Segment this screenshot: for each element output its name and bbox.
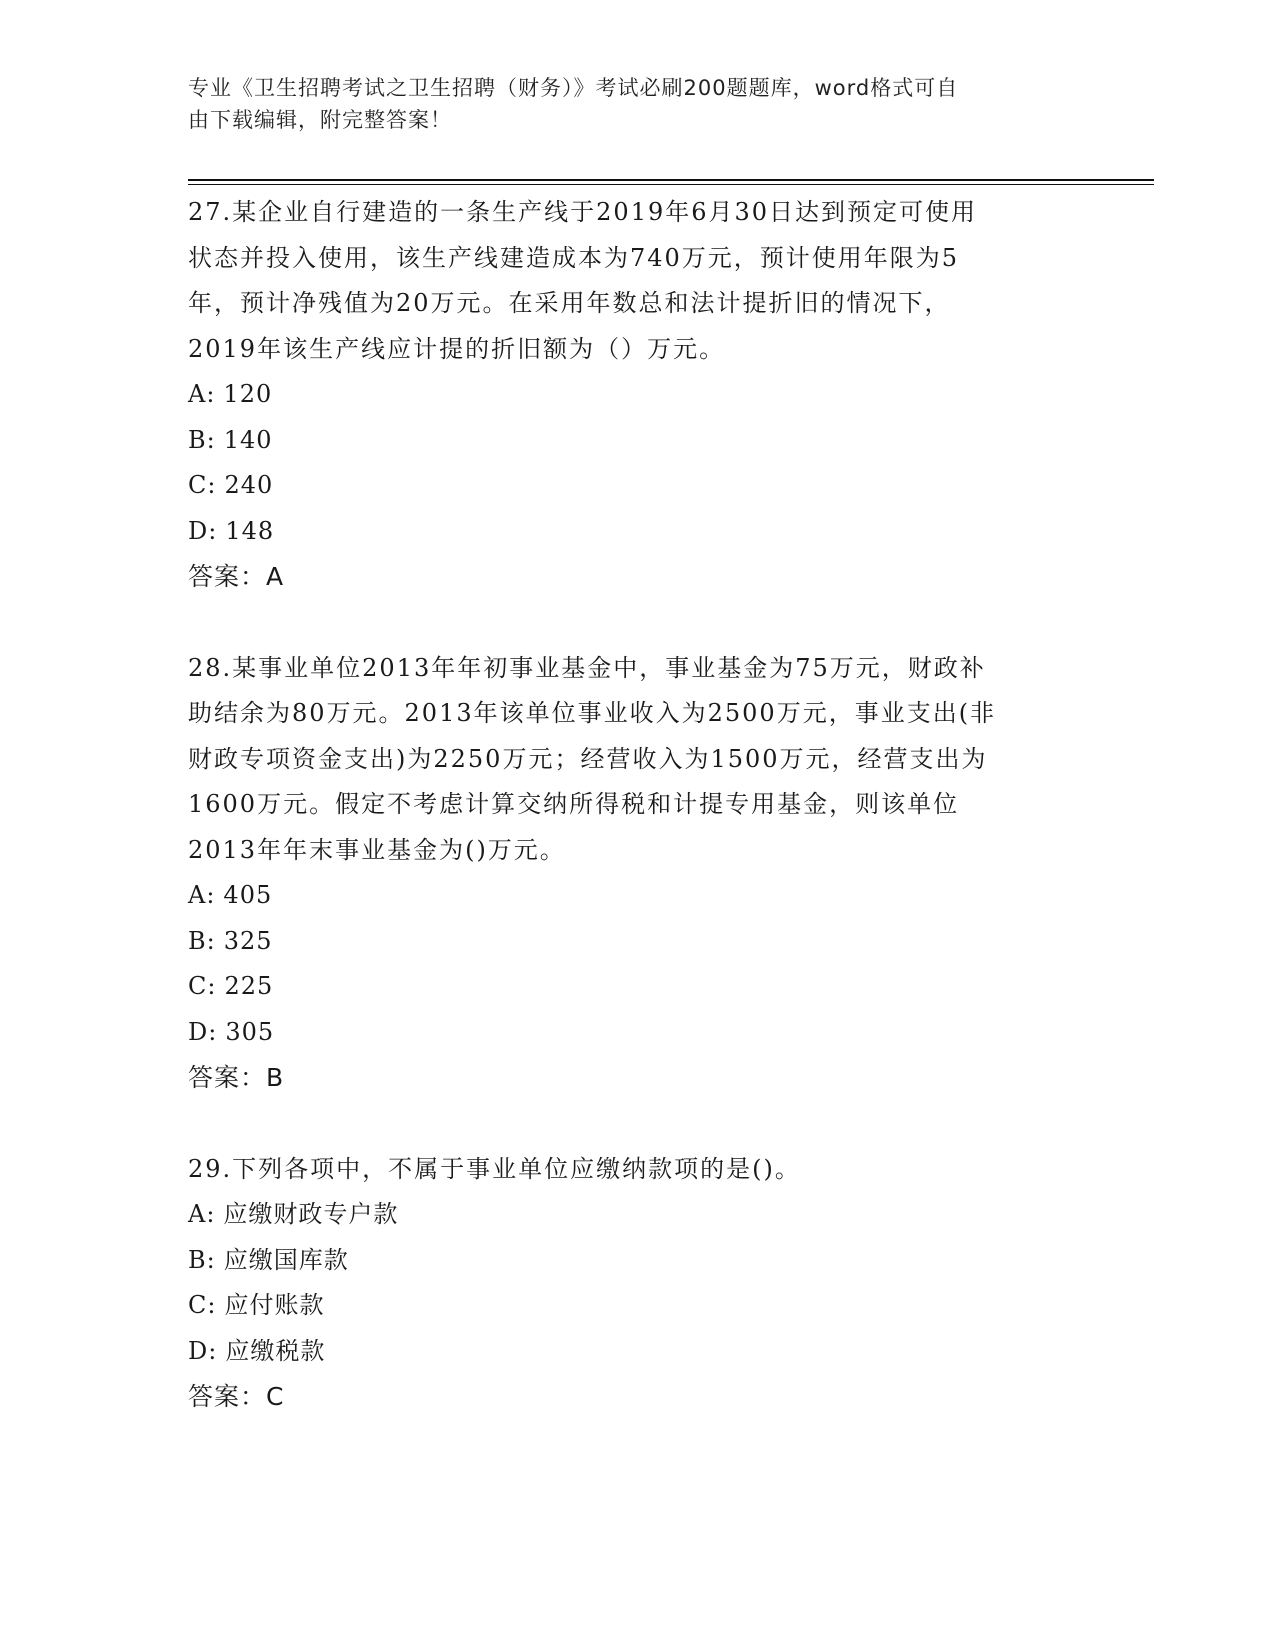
document-header (188, 72, 1068, 136)
stem-line: 27.某企业自行建造的一条生产线于2019年6月30日达到预定可使用 (188, 198, 978, 226)
stem-line: 1600万元。假定不考虑计算交纳所得税和计提专用基金，则该单位 (188, 790, 960, 818)
header-divider-thin (188, 184, 1154, 185)
stem-line: 年，预计净残值为20万元。在采用年数总和法计提折旧的情况下， (188, 289, 951, 317)
option-a (188, 372, 1088, 418)
question-27 (188, 190, 1088, 600)
option-a (188, 1192, 1088, 1238)
option-c (188, 964, 1088, 1010)
header-line-1: 专业《卫生招聘考试之卫生招聘（财务）》考试必刷200题题库，word格式可自 (188, 76, 959, 100)
stem-line: 29.下列各项中，不属于事业单位应缴纳款项的是()。 (188, 1154, 801, 1183)
stem-line: 财政专项资金支出)为2250万元；经营收入为1500万元，经营支出为 (188, 744, 988, 773)
option-c (188, 463, 1088, 509)
answer-line: 答案：A (188, 562, 285, 591)
option-text: 140 (223, 425, 273, 454)
question-stem (188, 1147, 1088, 1193)
option-d (188, 1329, 1088, 1375)
option-d (188, 1010, 1088, 1056)
option-text: 120 (223, 380, 273, 408)
answer-line: 答案：C (188, 1382, 285, 1411)
option-text: 325 (223, 926, 273, 955)
option-label: D: (188, 516, 218, 545)
stem-line: 28.某事业单位2013年年初事业基金中，事业基金为75万元，财政补 (188, 653, 986, 682)
option-b (188, 1238, 1088, 1284)
answer-line: 答案：B (188, 1063, 285, 1092)
option-text: 405 (223, 881, 273, 909)
option-label: A: (188, 380, 216, 408)
option-label: C: (188, 972, 217, 1000)
option-text: 148 (225, 516, 275, 545)
option-b (188, 418, 1088, 464)
option-label: D: (188, 1336, 218, 1365)
question-list (188, 190, 1088, 1466)
option-text: 应缴财政专户款 (223, 1200, 399, 1228)
stem-line: 状态并投入使用，该生产线建造成本为740万元，预计使用年限为5 (188, 243, 960, 272)
stem-line: 助结余为80万元。2013年该单位事业收入为2500万元，事业支出(非 (188, 699, 997, 727)
option-label: D: (188, 1017, 218, 1046)
option-b (188, 919, 1088, 965)
option-label: B: (188, 425, 216, 454)
option-text: 应缴税款 (225, 1336, 326, 1365)
question-28 (188, 646, 1088, 1101)
option-text: 225 (224, 972, 274, 1000)
option-label: C: (188, 471, 217, 499)
stem-line: 2013年年末事业基金为()万元。 (188, 835, 566, 864)
option-label: B: (188, 1245, 216, 1274)
option-label: B: (188, 926, 216, 955)
question-29 (188, 1147, 1088, 1420)
question-stem (188, 190, 1088, 372)
header-divider-thick (188, 179, 1154, 181)
option-a (188, 873, 1088, 919)
question-stem (188, 646, 1088, 874)
option-label: A: (188, 881, 216, 909)
stem-line: 2019年该生产线应计提的折旧额为（）万元。 (188, 334, 726, 363)
option-text: 应付账款 (224, 1291, 325, 1319)
option-text: 应缴国库款 (223, 1245, 349, 1274)
header-line-2: 由下载编辑，附完整答案！ (188, 108, 452, 132)
option-text: 240 (224, 471, 274, 499)
option-label: C: (188, 1291, 217, 1319)
option-d (188, 509, 1088, 555)
option-label: A: (188, 1200, 216, 1228)
option-c (188, 1283, 1088, 1329)
option-text: 305 (225, 1017, 275, 1046)
